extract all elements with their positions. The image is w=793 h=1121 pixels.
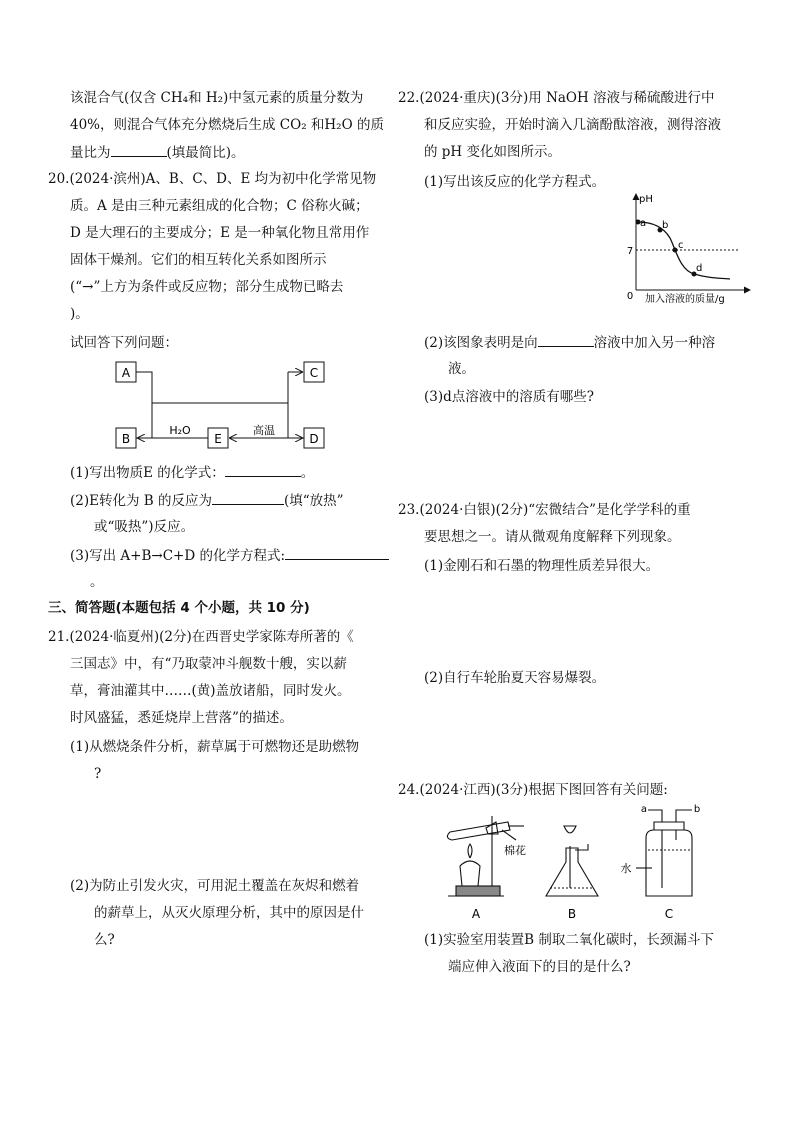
q21-stem-line-4: 时风盛猛，悉延烧岸上营落”的描述。 <box>70 710 293 726</box>
q22-sub-3: (3)d点溶液中的溶质有哪些? <box>424 389 595 405</box>
label-high-temp: 高温 <box>253 424 275 437</box>
q20-sub-3: (3)写出 A+B→C+D 的化学方程式: <box>70 545 389 566</box>
q22-stem-line-3: 的 pH 变化如图所示。 <box>424 144 561 160</box>
q23-sub-1: (1)金刚石和石墨的物理性质差异很大。 <box>424 558 660 574</box>
answer-blank[interactable] <box>212 490 284 505</box>
q22-sub-1: (1)写出该反应的化学方程式。 <box>424 174 606 190</box>
q23-sub-2: (2)自行车轮胎夏天容易爆裂。 <box>424 670 606 686</box>
label-e: E <box>214 432 222 446</box>
label-cotton: 棉花 <box>504 844 526 857</box>
tube-b <box>676 810 692 822</box>
a-b-bracket <box>136 372 152 438</box>
q20-sub-1: (1)写出物质E 的化学式： 。 <box>70 462 314 483</box>
q21-sub-1-line-1: (1)从燃烧条件分析，薪草属于可燃物还是助燃物 <box>70 739 360 755</box>
label-d: D <box>309 432 319 446</box>
q24-apparatus-figure <box>440 800 730 922</box>
label-apparatus-a: A <box>471 907 481 921</box>
q21-sub-2-line-2: 的薪草上，从灭火原理分析，其中的原因是什 <box>94 905 364 921</box>
q24-sub-1-line-2: 端应伸入液面下的目的是什么? <box>448 959 631 975</box>
origin-label: 0 <box>626 291 634 302</box>
tube-a <box>648 810 662 822</box>
bottle-stopper <box>654 822 684 830</box>
q21-stem-line-1: 21.(2024·临夏州)(2分)在西晋史学家陈寿所著的《 <box>48 629 354 645</box>
answer-blank[interactable] <box>538 332 594 347</box>
q24-sub-1-line-1: (1)实验室用装置B 制取二氧化碳时，长颈漏斗下 <box>424 932 714 948</box>
q20-stem-line-5: (“→”上方为条件或反应物；部分生成物已略去 <box>70 279 344 295</box>
q22-sub-2: (2)该图象表明是向 溶液中加入另一种溶 <box>424 332 715 353</box>
q20-sub-3-end: 。 <box>90 574 104 590</box>
alcohol-burner <box>460 861 480 886</box>
y-axis-label: pH <box>639 194 653 205</box>
label-tube-b: b <box>693 804 701 815</box>
label-water: 水 <box>620 862 632 875</box>
q20-prompt: 试回答下列问题： <box>70 335 178 351</box>
q21-stem-line-2: 三国志》中，有“乃取蒙冲斗舰数十艘，实以薪 <box>70 656 347 672</box>
y-tick-7: 7 <box>626 246 634 257</box>
gas-bottle <box>646 830 692 896</box>
label-a: A <box>121 366 131 380</box>
q19-continuation-line-1: 该混合气(仅含 CH₄和 H₂)中氢元素的质量分数为 <box>70 90 364 106</box>
label-apparatus-b: B <box>567 907 577 921</box>
q20-stem-line-4: 固体干燥剂。它们的相互转化关系如图所示 <box>70 252 327 268</box>
point-c <box>673 248 678 253</box>
answer-blank[interactable] <box>285 545 389 560</box>
ph-curve-chart <box>618 186 760 306</box>
answer-blank[interactable] <box>111 142 167 157</box>
label-tube-a: a <box>640 804 648 815</box>
point-b-label: b <box>662 220 669 231</box>
funnel-cup <box>564 826 576 833</box>
q23-stem-line-1: 23.(2024·白银)(2分)“宏微结合”是化学学科的重 <box>398 502 691 518</box>
q20-stem-line-3: D 是大理石的主要成分；E 是一种氧化物且常用作 <box>70 225 370 241</box>
q22-stem-line-2: 和反应实验，开始时滴入几滴酚酞溶液，测得溶液 <box>424 117 721 133</box>
q23-stem-line-2: 要思想之一。请从微观角度解释下列现象。 <box>424 529 681 545</box>
q19-continuation-line-2: 40%，则混合气体充分燃烧后生成 CO₂ 和H₂O 的质 <box>70 117 384 133</box>
q21-sub-2-line-1: (2)为防止引发火灾，可用泥土覆盖在灰烬和燃着 <box>70 878 360 894</box>
point-c-label: c <box>678 240 684 251</box>
q22-stem-line-1: 22.(2024·重庆)(3分)用 NaOH 溶液与稀硫酸进行中 <box>398 90 715 106</box>
q19-continuation-line-3: 量比为 (填最简比)。 <box>70 142 245 163</box>
label-apparatus-c: C <box>664 907 674 921</box>
q20-stem-line-1: 20.(2024·滨州)A、B、C、D、E 均为初中化学常见物 <box>48 171 377 187</box>
q20-stem-line-2: 质。A 是由三种元素组成的化合物；C 俗称火碱； <box>70 198 369 214</box>
section-heading: 三、简答题(本题包括 4 个小题，共 10 分) <box>48 600 310 616</box>
q20-sub-2: (2)E转化为 B 的反应为 (填“放热” <box>70 490 344 511</box>
burner-base-block <box>456 886 500 896</box>
q20-conversion-diagram <box>108 356 338 456</box>
q20-sub-2-cont: 或“吸热”)反应。 <box>94 519 195 535</box>
q21-sub-1-line-2: ? <box>94 766 102 782</box>
flask-outlet-tube <box>575 844 588 850</box>
test-tube <box>447 822 510 840</box>
label-b: B <box>121 432 131 446</box>
x-axis-label: 加入溶液的质量/g <box>645 294 725 305</box>
answer-blank[interactable] <box>225 462 301 477</box>
label-c: C <box>309 366 319 380</box>
cotton-pointer <box>502 830 516 840</box>
point-a-label: a <box>640 218 647 229</box>
q24-stem: 24.(2024·江西)(3分)根据下图回答有关问题: <box>398 782 668 798</box>
label-h2o: H₂O <box>169 424 191 437</box>
q22-sub-2-cont: 液。 <box>448 361 475 377</box>
q21-sub-2-line-3: 么? <box>94 932 115 948</box>
point-d-label: d <box>696 263 703 274</box>
q21-stem-line-3: 草，膏油灌其中……(黄)盖放诸船，同时发火。 <box>70 683 351 699</box>
flame <box>468 844 472 858</box>
q20-stem-line-6: )。 <box>70 306 89 322</box>
conical-flask <box>546 848 598 896</box>
